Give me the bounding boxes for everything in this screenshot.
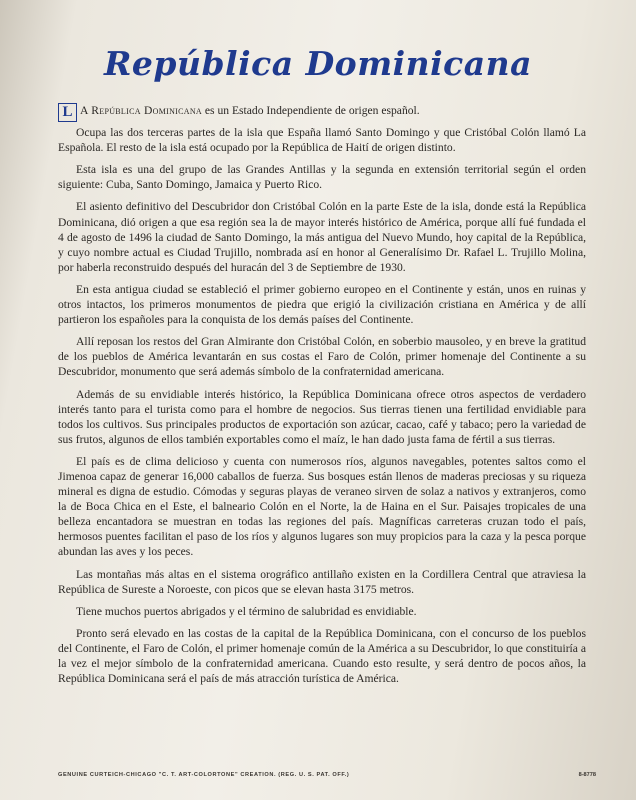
paragraph: Además de su envidiable interés histórico, la República Dominicana ofrece otros aspectos de verdadero interés tanto para el turista como para el hombre de negocios. Sus tierras tienen una fertilidad envidiable para todos los cultivos. Sus principales productos de exportación son azúcar, cacao, café y tabaco; pero la variedad de sus frutos, algunos de ellos también exportables como el maíz, le han dado justa fama de fértil a sus tierras. xyxy=(58,387,586,446)
paragraph: Ocupa las dos terceras partes de la isla que España llamó Santo Domingo y que Cristóbal Colón llamó La Española. El resto de la isla está ocupado por la República de Haití de origen distinto. xyxy=(58,126,586,155)
paragraph: Las montañas más altas en el sistema orográfico antillaño existen en la Cordillera Central que atraviesa la República de Sureste a Noroeste, con picos que se elevan hasta 3175 metros. xyxy=(58,567,586,596)
paragraph: Tiene muchos puertos abrigados y el término de salubridad es envidiable. xyxy=(76,604,417,618)
paragraph-lead xyxy=(58,103,586,118)
drop-cap: L xyxy=(58,103,77,122)
catalog-code: 8-8778 xyxy=(578,772,596,778)
lead-rest: es un Estado Independiente de origen español. xyxy=(202,104,420,117)
paragraph: Pronto será elevado en las costas de la capital de la República Dominicana, con el concurso de los pueblos del Continente, el Faro de Colón, el primer homenaje común de la América a su Descubridor, lo que constituiría a la vez el mejor símbolo de la confraternidad americana. Cuando esto resulte, y será dentro de pocos años, la República Dominicana será el país de más atracción turística de América. xyxy=(58,626,586,686)
page-title: República Dominicana xyxy=(103,44,533,83)
lead-small-caps: A República Dominicana xyxy=(80,104,203,117)
body-text xyxy=(58,103,586,693)
paragraph: Esta isla es una del grupo de las Grandes Antillas y la segunda en extensión territorial según el orden siguiente: Cuba, Santo Domingo, Jamaica y Puerto Rico. xyxy=(58,163,586,192)
paragraph: El asiento definitivo del Descubridor don Cristóbal Colón en la parte Este de la isla, donde está la República Dominicana, dió origen a que esa región sea la de mayor interés histórico de América, porque allí fué fundada el 4 de agosto de 1496 la ciudad de Santo Domingo, la más antigua del Nuevo Mundo, hoy capital de la República, y cuyo nombre actual es Ciudad Trujillo, nombrada así en honor al Generalísimo Dr. Rafael L. Trujillo Molina, por haberla reconstruido después del huracán del 3 de Septiembre de 1930. xyxy=(58,200,586,274)
printer-credit: GENUINE CURTEICH-CHICAGO "C. T. ART-COLORTONE" CREATION. (REG. U. S. PAT. OFF.) xyxy=(58,772,350,778)
paragraph: En esta antigua ciudad se estableció el primer gobierno europeo en el Continente y están, unos en ruinas y otros intactos, los primeros monumentos de piedra que erigió la civilización cristiana en América y de allí partieron los españoles para la conquista de los demás países del Continente. xyxy=(58,282,586,327)
paragraph: El país es de clima delicioso y cuenta con numerosos ríos, algunos navegables, potentes saltos como el Jimenoa capaz de generar 16,000 caballos de fuerza. Sus bosques están llenos de maderas preciosas y su riqueza mineral es digna de estudio. Cómodas y seguras playas de veraneo sirven de solaz a nativos y extranjeros, como la de Boca Chica en el Este, el balneario Colón en el Norte, la de Haina en el Sur. Paisajes tropicales de una belleza encantadora se muestran en todas las regiones del país. Magníficas carreteras cruzan todo el país, hermosos puentes facilitan el paso de los ríos y algunos lugares son muy propicios para la caza y la pesca porque abundan las aves y los peces. xyxy=(58,454,586,559)
paragraph: Allí reposan los restos del Gran Almirante don Cristóbal Colón, en soberbio mausoleo, y en breve la gratitud de los pueblos de América levantarán en sus costas el Faro de Colón, primer homenaje del Continente a su Descubridor, monumento que será además símbolo de la confraternidad americana. xyxy=(58,335,586,379)
